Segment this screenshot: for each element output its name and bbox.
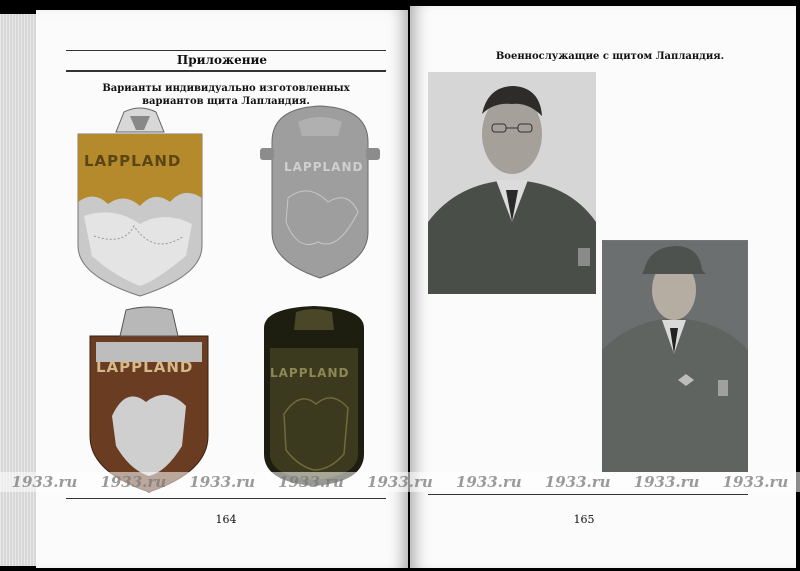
footer-rule [428,494,748,495]
shield-label-3: LAPPLAND [96,358,194,376]
page-caption: Варианты индивидуально изготовленных вариантов щита Лапландия. [102,83,350,107]
watermark-strip [0,472,800,492]
watermark-text: 1933.ru [544,473,611,491]
watermark-text: 1933.ru [100,473,167,491]
page-caption: Военнослужащие с щитом Лапландия. [495,51,725,62]
shield-image-4 [260,304,368,488]
header-rule-top [66,50,386,51]
shield-image-1 [74,106,206,300]
photo-soldier-2 [602,240,748,472]
page-header-title: Приложение [176,53,268,67]
shield-label-1: LAPPLAND [84,152,182,170]
watermark-text: 1933.ru [11,473,78,491]
page-number: 165 [573,513,595,526]
watermark-text: 1933.ru [278,473,344,491]
watermark-text: 1933.ru [455,473,522,491]
watermark-text: 1933.ru [633,473,700,491]
photo-soldier-1 [428,72,596,294]
footer-rule [66,498,386,499]
watermark-text: 1933.ru [722,473,789,491]
header-rule-bottom [66,70,386,72]
shield-label-2: LAPPLAND [284,160,364,174]
shield-image-2 [258,102,382,282]
watermark-text: 1933.ru [189,473,256,491]
page-number: 164 [215,513,237,526]
watermark-text: 1933.ru [367,473,433,491]
shield-label-4: LAPPLAND [270,366,350,380]
shield-image-3 [86,306,212,494]
